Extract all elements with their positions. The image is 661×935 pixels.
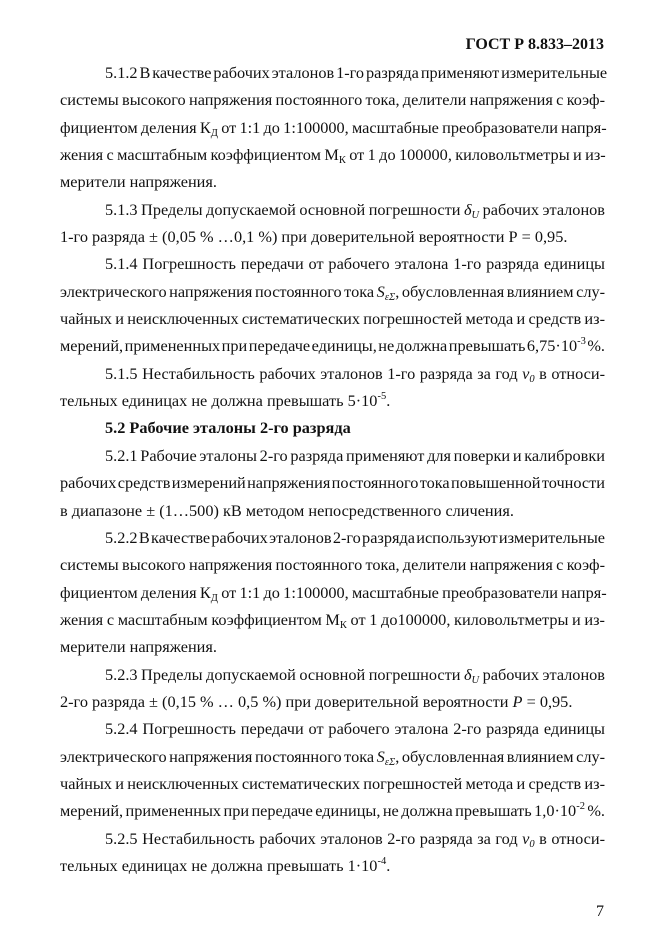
text-run: 5.2.1 Рабочие эталоны 2-го разряда применяют для поверки и калибровки — [105, 445, 605, 465]
text-line-content — [60, 118, 607, 137]
text-run: 5.2 Рабочие эталоны 2-го разряда — [105, 418, 351, 438]
math-subscript: εΣ — [384, 756, 396, 768]
text-run: мерений, примененных при передаче единицы, не должна превышать 1,0·10 — [60, 801, 577, 821]
text-run: = 0,95. — [522, 691, 573, 711]
text-line — [60, 551, 605, 578]
text-line-content — [60, 473, 605, 492]
text-line-content — [60, 610, 605, 629]
text-line-content — [60, 501, 514, 520]
text-line — [60, 825, 605, 852]
text-line-content — [60, 774, 605, 793]
text-run: в диапазоне ± (1…500) кВ методом непосредственного сличения. — [60, 500, 514, 520]
superscript: -2 — [576, 801, 585, 813]
text-run: рабочих средств измерений напряжения постоянного тока повышенной точности — [60, 473, 605, 493]
document-code-header: ГОСТ Р 8.833–2013 — [465, 36, 604, 53]
text-line-content — [105, 829, 605, 848]
text-run: чайных и неисключенных систематических погрешностей метода и средств из- — [60, 773, 605, 793]
superscript: -3 — [577, 336, 586, 348]
paragraph — [60, 524, 605, 661]
math-symbol: S — [376, 746, 385, 766]
math-symbol: ν — [522, 828, 530, 848]
subscript: Д — [210, 592, 218, 604]
text-line-content — [60, 227, 567, 246]
math-subscript: 0 — [529, 838, 535, 850]
text-run: от 1:1 до 1:100000, масштабные преобразователи напря- — [217, 582, 607, 602]
text-line — [60, 469, 605, 496]
text-run: 5.2.5 Нестабильность рабочих эталонов 2-го разряда за год — [105, 828, 523, 848]
paragraph — [60, 825, 605, 880]
text-line — [60, 606, 605, 633]
text-line-content — [105, 719, 605, 738]
text-line-content — [105, 418, 351, 437]
text-line — [60, 86, 605, 113]
text-line — [60, 715, 605, 742]
math-subscript: U — [471, 674, 480, 686]
text-line-content — [60, 692, 572, 711]
text-run: от 1:1 до 1:100000, масштабные преобразователи напря- — [217, 117, 607, 137]
text-run: %. — [584, 801, 606, 821]
text-line-content — [60, 282, 605, 301]
text-line — [60, 59, 608, 86]
text-run: 5.1.3 Пределы допускаемой основной погрешности — [105, 199, 464, 219]
text-line-content — [60, 583, 607, 602]
text-run: в относи- — [534, 363, 605, 383]
paragraph — [60, 442, 605, 524]
text-line-content — [105, 446, 605, 465]
subscript: К — [338, 155, 346, 167]
text-line — [60, 196, 605, 223]
text-line-content — [60, 336, 605, 355]
text-line-content — [60, 391, 390, 410]
text-run: мерений, примененных при передаче единицы, не должна превышать 6,75·10 — [60, 336, 578, 356]
text-run: рабочих эталонов — [479, 199, 605, 219]
text-line-content — [105, 665, 605, 684]
text-run: %. — [585, 336, 606, 356]
subscript: Д — [210, 127, 218, 139]
text-run: жения с масштабным коэффициентом М — [60, 609, 340, 629]
subscript: К — [339, 619, 347, 631]
text-line-content — [60, 747, 605, 766]
page-number: 7 — [596, 903, 604, 920]
math-subscript: 0 — [529, 373, 535, 385]
text-line-content — [60, 801, 605, 820]
text-run: 5.1.4 Погрешность передачи от рабочего эталона 1-го разряда единицы — [105, 254, 605, 274]
text-run: системы высокого напряжения постоянного тока, делители напряжения с коэф- — [60, 90, 605, 110]
text-run: мерители напряжения. — [60, 172, 217, 192]
text-run: электрического напряжения постоянного тока — [60, 746, 377, 766]
text-run: электрического напряжения постоянного тока — [60, 281, 377, 301]
text-run: тельных единицах не должна превышать 1·10 — [60, 855, 378, 875]
text-line — [60, 168, 605, 195]
text-line — [60, 442, 605, 469]
text-line — [60, 743, 605, 770]
text-line-content — [105, 528, 605, 547]
text-line-content — [105, 364, 605, 383]
text-run: 5.2.3 Пределы допускаемой основной погрешности — [105, 664, 464, 684]
text-line — [60, 688, 605, 715]
text-run: 5.1.2 В качестве рабочих эталонов 1-го разряда применяют измерительные — [105, 63, 608, 82]
paragraph — [60, 59, 608, 196]
paragraph — [60, 360, 605, 415]
math-subscript: εΣ — [384, 291, 396, 303]
text-line — [60, 141, 605, 168]
text-line-content — [60, 172, 217, 191]
paragraph — [60, 715, 605, 824]
math-symbol: P — [512, 691, 523, 711]
math-symbol: S — [376, 281, 385, 301]
math-symbol: δ — [463, 199, 472, 219]
math-subscript: U — [471, 209, 480, 221]
text-line — [60, 524, 605, 551]
section-heading — [60, 414, 605, 441]
text-line — [60, 770, 605, 797]
text-line — [60, 223, 605, 250]
text-run: рабочих эталонов — [479, 664, 605, 684]
text-line — [60, 797, 605, 824]
text-line — [60, 305, 605, 332]
text-line — [60, 579, 605, 606]
text-line — [60, 414, 605, 441]
text-run: от 1 до100000, киловольтметры и из- — [346, 609, 605, 629]
paragraph — [60, 196, 605, 251]
text-run: от 1 до 100000, киловольтметры и из- — [345, 145, 606, 165]
text-line-content — [60, 637, 217, 656]
text-run: . — [386, 391, 391, 411]
text-line — [60, 497, 605, 524]
math-symbol: ν — [522, 363, 530, 383]
text-line-content — [60, 309, 605, 328]
text-line-content — [60, 856, 390, 875]
text-line-content — [60, 145, 606, 167]
text-line — [60, 360, 605, 387]
text-run: мерители напряжения. — [60, 637, 217, 657]
text-run: 2-го разряда ± (0,15 % … 0,5 %) при доверительной вероятности — [60, 691, 513, 711]
text-run: 5.1.5 Нестабильность рабочих эталонов 1-го разряда за год — [105, 363, 523, 383]
paragraph — [60, 661, 605, 716]
paragraph — [60, 250, 605, 359]
document-body — [60, 59, 608, 879]
text-line — [60, 661, 605, 688]
text-run: , обусловленная влиянием слу- — [395, 746, 606, 766]
text-run: тельных единицах не должна превышать 5·10 — [60, 391, 378, 411]
math-symbol: δ — [463, 664, 472, 684]
text-run: системы высокого напряжения постоянного тока, делители напряжения с коэф- — [60, 555, 605, 575]
text-line-content — [105, 254, 605, 273]
text-run: фициентом деления К — [60, 582, 211, 602]
text-line — [60, 278, 605, 305]
text-line — [60, 114, 605, 141]
text-run: 1-го разряда ± (0,05 % …0,1 %) при доверительной вероятности Р = 0,95. — [60, 227, 568, 247]
text-run: . — [386, 855, 391, 875]
text-line — [60, 852, 605, 879]
text-line-content — [105, 63, 607, 82]
text-line — [60, 633, 605, 660]
text-line — [60, 250, 605, 277]
text-run: 5.2.4 Погрешность передачи от рабочего эталона 2-го разряда единицы — [105, 719, 605, 739]
text-run: жения с масштабным коэффициентом М — [60, 145, 339, 165]
text-line — [60, 332, 605, 359]
text-run: чайных и неисключенных систематических погрешностей метода и средств из- — [60, 309, 605, 329]
text-run: , обусловленная влиянием слу- — [395, 281, 606, 301]
text-line-content — [60, 90, 605, 109]
text-line-content — [105, 200, 605, 219]
text-line-content — [60, 555, 605, 574]
superscript: -4 — [377, 855, 387, 867]
text-run: фициентом деления К — [60, 117, 211, 137]
superscript: -5 — [377, 391, 387, 403]
text-run: в относи- — [534, 828, 605, 848]
text-run: 5.2.2 В качестве рабочих эталонов 2-го разряда используют измерительные — [105, 527, 605, 547]
text-line — [60, 387, 605, 414]
